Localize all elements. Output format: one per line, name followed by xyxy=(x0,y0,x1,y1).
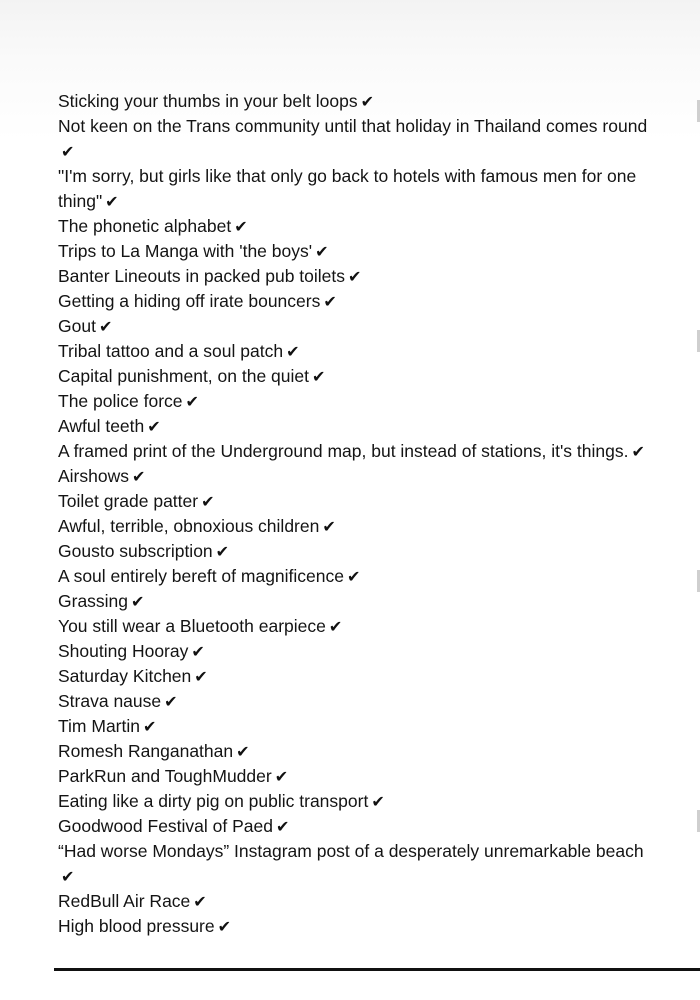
list-item xyxy=(58,714,658,739)
item-text: Strava nause xyxy=(58,691,162,711)
item-text: The phonetic alphabet xyxy=(58,216,232,236)
checkmark-icon: ✔ xyxy=(322,517,336,536)
checkmark-icon: ✔ xyxy=(371,792,385,811)
list-item xyxy=(58,364,658,389)
checkmark-icon: ✔ xyxy=(217,917,232,936)
item-text: Not keen on the Trans community until that holiday in Thailand comes round xyxy=(58,116,648,136)
checkmark-icon: ✔ xyxy=(347,567,361,586)
list-item xyxy=(58,289,658,314)
list-item xyxy=(58,914,658,939)
list-item xyxy=(58,239,658,264)
checkmark-icon: ✔ xyxy=(360,92,374,111)
item-text: Awful teeth xyxy=(58,416,145,436)
checkmark-icon: ✔ xyxy=(61,867,75,886)
list-item xyxy=(58,89,658,114)
list-item xyxy=(58,839,658,889)
list-item xyxy=(58,689,658,714)
checkmark-icon: ✔ xyxy=(164,692,178,711)
checkmark-icon: ✔ xyxy=(323,292,337,311)
checkmark-icon: ✔ xyxy=(185,392,199,411)
list-item xyxy=(58,564,658,589)
checkmark-icon: ✔ xyxy=(215,542,230,561)
item-text: A framed print of the Underground map, but instead of stations, it's things. xyxy=(58,441,629,461)
checklist xyxy=(58,89,658,939)
checkmark-icon: ✔ xyxy=(315,242,329,261)
list-item xyxy=(58,789,658,814)
item-text: Sticking your thumbs in your belt loops xyxy=(58,91,358,111)
checkmark-icon: ✔ xyxy=(131,592,145,611)
list-item xyxy=(58,739,658,764)
list-item xyxy=(58,614,658,639)
list-item xyxy=(58,764,658,789)
list-item xyxy=(58,389,658,414)
item-text: Trips to La Manga with 'the boys' xyxy=(58,241,313,261)
list-item xyxy=(58,539,658,564)
checkmark-icon: ✔ xyxy=(193,892,207,911)
item-text: Gout xyxy=(58,316,96,336)
item-text: Saturday Kitchen xyxy=(58,666,192,686)
checkmark-icon: ✔ xyxy=(274,767,289,786)
item-text: ParkRun and ToughMudder xyxy=(58,766,272,786)
checkmark-icon: ✔ xyxy=(105,192,119,211)
item-text: Romesh Ranganathan xyxy=(58,741,234,761)
item-text: Awful, terrible, obnoxious children xyxy=(58,516,320,536)
checkmark-icon: ✔ xyxy=(328,617,343,636)
item-text: Shouting Hooray xyxy=(58,641,189,661)
list-item xyxy=(58,639,658,664)
list-item xyxy=(58,164,658,214)
checkmark-icon: ✔ xyxy=(631,442,645,461)
checkmark-icon: ✔ xyxy=(236,742,250,761)
item-text: Getting a hiding off irate bouncers xyxy=(58,291,321,311)
item-text: Toilet grade patter xyxy=(58,491,199,511)
item-text: Capital punishment, on the quiet xyxy=(58,366,309,386)
list-item xyxy=(58,489,658,514)
item-text: RedBull Air Race xyxy=(58,891,191,911)
item-text: The police force xyxy=(58,391,183,411)
list-item xyxy=(58,814,658,839)
item-text: Banter Lineouts in packed pub toilets xyxy=(58,266,345,286)
item-text: "I'm sorry, but girls like that only go back to hotels with famous men for one thing" xyxy=(58,166,637,211)
checkmark-icon: ✔ xyxy=(194,667,208,686)
list-item xyxy=(58,589,658,614)
checkmark-icon: ✔ xyxy=(286,342,300,361)
item-text: You still wear a Bluetooth earpiece xyxy=(58,616,326,636)
list-item xyxy=(58,264,658,289)
item-text: Eating like a dirty pig on public transport xyxy=(58,791,369,811)
list-item xyxy=(58,889,658,914)
checkmark-icon: ✔ xyxy=(348,267,362,286)
checkmark-icon: ✔ xyxy=(234,217,248,236)
item-text: Tim Martin xyxy=(58,716,140,736)
list-item xyxy=(58,214,658,239)
list-item xyxy=(58,339,658,364)
list-item xyxy=(58,664,658,689)
bottom-rule xyxy=(54,968,700,971)
list-item xyxy=(58,464,658,489)
checkmark-icon: ✔ xyxy=(276,817,290,836)
item-text: “Had worse Mondays” Instagram post of a desperately unremarkable beach xyxy=(58,841,644,861)
checkmark-icon: ✔ xyxy=(132,467,146,486)
checkmark-icon: ✔ xyxy=(201,492,215,511)
list-item xyxy=(58,414,658,439)
checkmark-icon: ✔ xyxy=(61,142,75,161)
list-item xyxy=(58,314,658,339)
checkmark-icon: ✔ xyxy=(312,367,326,386)
checkmark-icon: ✔ xyxy=(143,717,157,736)
list-item xyxy=(58,114,658,164)
checkmark-icon: ✔ xyxy=(147,417,161,436)
list-item xyxy=(58,439,658,464)
item-text: Airshows xyxy=(58,466,129,486)
item-text: Gousto subscription xyxy=(58,541,213,561)
item-text: Tribal tattoo and a soul patch xyxy=(58,341,284,361)
item-text: Grassing xyxy=(58,591,129,611)
item-text: Goodwood Festival of Paed xyxy=(58,816,273,836)
checkmark-icon: ✔ xyxy=(191,642,205,661)
item-text: High blood pressure xyxy=(58,916,215,936)
checkmark-icon: ✔ xyxy=(98,317,113,336)
item-text: A soul entirely bereft of magnificence xyxy=(58,566,344,586)
list-item xyxy=(58,514,658,539)
